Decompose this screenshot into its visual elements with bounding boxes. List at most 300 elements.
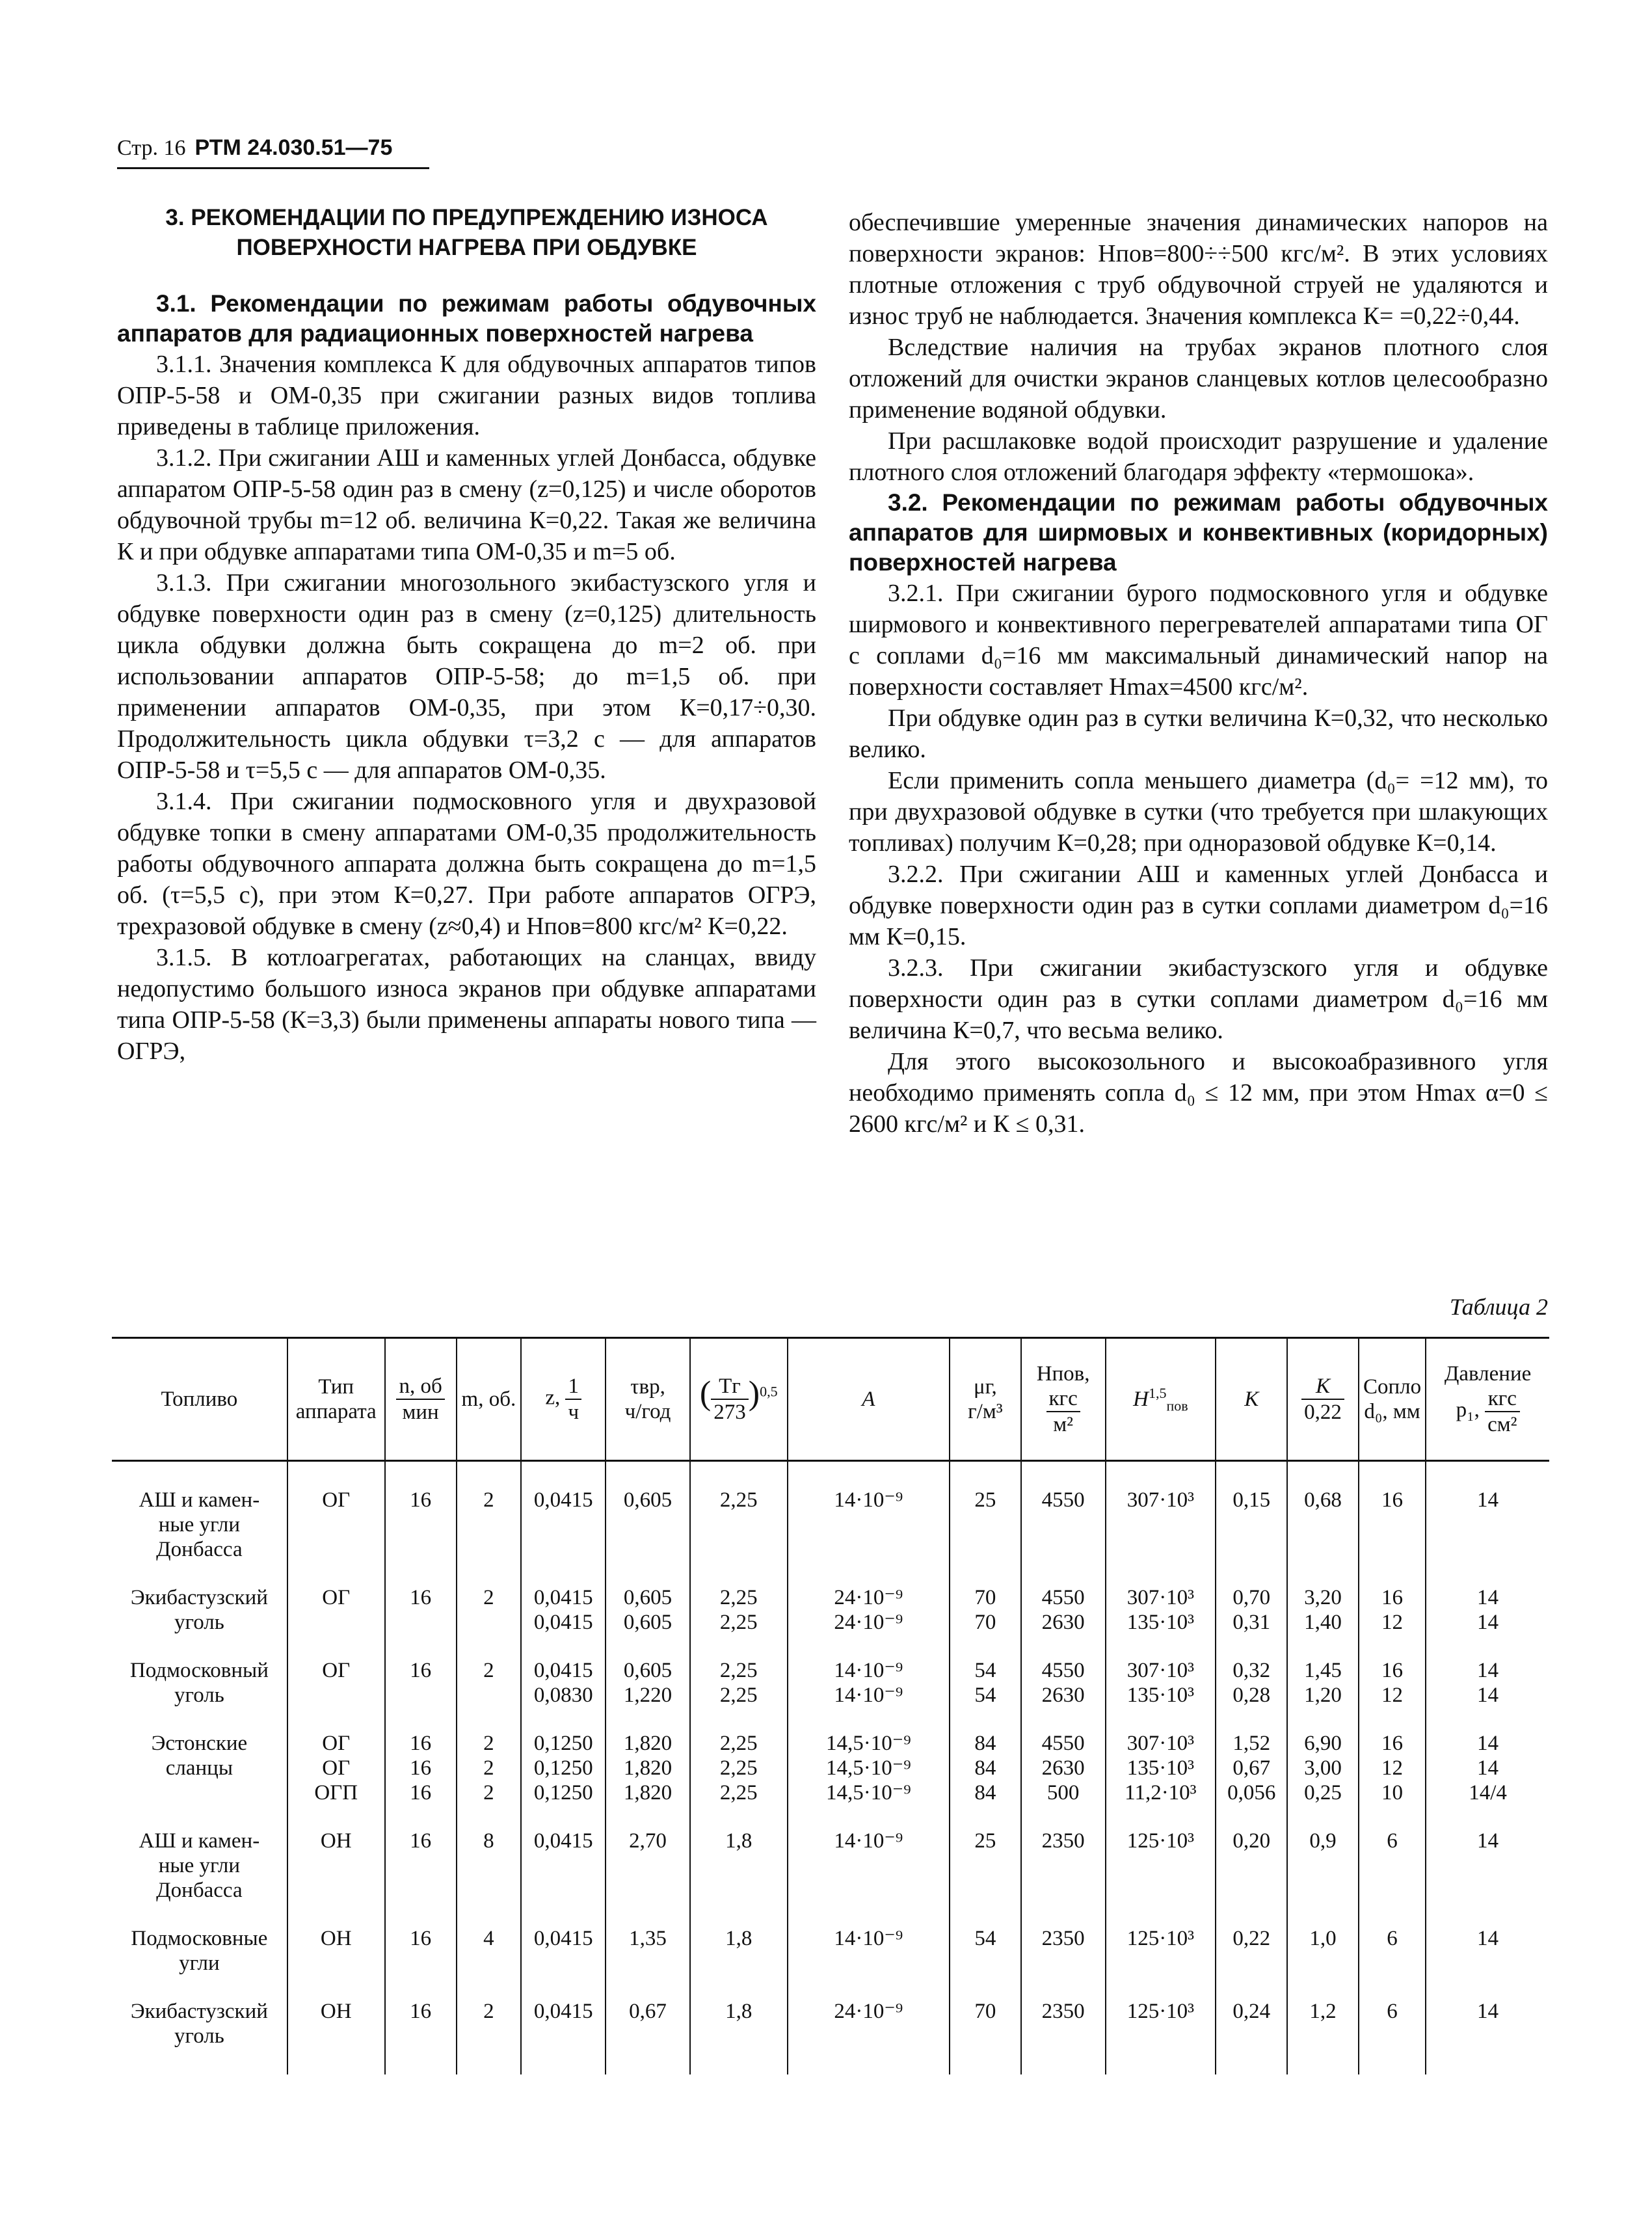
cell-tt [690,1654,788,1711]
cell-line: 0,0415 [533,1659,593,1682]
spacer-cell [1359,1566,1426,1581]
spacer-cell [788,1566,950,1581]
cell-n [385,1922,457,1980]
cell-line: 1,52 [1232,1732,1271,1755]
cell-line: 2630 [1041,1756,1085,1780]
cell-line: 16 [410,1586,432,1609]
cell-line: 135·10³ [1126,1611,1195,1634]
spacer-cell [950,1711,1021,1727]
spacer-cell [1216,1980,1287,1995]
spacer-cell [788,1980,950,1995]
cell-h15 [1106,1995,1216,2074]
cell-line: 70 [974,2000,996,2023]
cell-line: 2 [483,1586,494,1609]
running-head [117,135,429,169]
cell-k [1216,1581,1287,1639]
paragraph-3-1-2: 3.1.2. При сжигании АШ и каменных углей Донбасса, обдувке аппаратом ОПР-5-58 один раз в смену (z=0,125) и числе оборотов обдувочной трубы m=12 об. величина К=0,22. Такая же величина К и при обдувке аппаратами типа ОМ-0,35 и m=5 об. [117,444,816,565]
cell-h15 [1106,1461,1216,1566]
spacer-cell [287,1907,385,1922]
cell-line: 2630 [1041,1611,1085,1634]
cell-line: 14,5·10⁻⁹ [825,1781,911,1805]
cell-line: 2 [483,1756,494,1780]
spacer-cell [1287,1566,1359,1581]
cell-m [457,1922,522,1980]
cell-line: 24·10⁻⁹ [834,1586,903,1609]
cell-line: 10 [1381,1781,1404,1805]
cell-type [287,1825,385,1907]
spacer-cell [1021,1566,1106,1581]
cell-line: 1,820 [623,1732,673,1755]
cell-type [287,1581,385,1639]
paragraph-once-daily: При обдувке один раз в сутки величина К=0,32, что несколько велико. [849,705,1548,763]
spacer-cell [788,1809,950,1825]
cell-line: 0,0415 [533,2000,593,2023]
cell-line: ОГ [322,1732,351,1755]
spacer-cell [457,1809,522,1825]
cell-line: ОГ [322,1488,351,1512]
cell-k [1216,1654,1287,1711]
cell-line: 4550 [1041,1659,1085,1682]
cell-line: 125·10³ [1126,2000,1195,2023]
cell-line: 14,5·10⁻⁹ [825,1732,911,1755]
spacer-cell [287,1809,385,1825]
spacer-cell [690,1711,788,1727]
cell-line: АШ и камен- [139,1829,260,1853]
spacer-cell [1359,1639,1426,1654]
cell-d0 [1359,1727,1426,1809]
spacer-cell [1287,1809,1359,1825]
cell-z [521,1922,606,1980]
cell-mu [950,1922,1021,1980]
cell-line: 16 [410,1488,432,1512]
cell-line: 16 [1381,1732,1404,1755]
cell-line: 16 [1381,1488,1404,1512]
cell-fuel [112,1995,287,2074]
cell-n [385,1461,457,1566]
cell-p [1426,1727,1549,1809]
cell-tt [690,1922,788,1980]
spacer-cell [1106,1809,1216,1825]
spacer-cell [112,1639,287,1654]
cell-line: 24·10⁻⁹ [834,1611,903,1634]
cell-k022 [1287,1727,1359,1809]
cell-fuel [112,1825,287,1907]
cell-line: 14,5·10⁻⁹ [825,1756,911,1780]
cell-z [521,1727,606,1809]
cell-a [788,1727,950,1809]
cell-line: 307·10³ [1126,1488,1195,1512]
cell-line: 135·10³ [1126,1756,1195,1780]
cell-mu [950,1727,1021,1809]
spacer-cell [385,1711,457,1727]
cell-line: 0,1250 [533,1781,593,1805]
spacer-cell [950,1566,1021,1581]
header-k-ratio: $\frac{K}{0,22}$ [1287,1338,1359,1461]
spacer-cell [1359,1809,1426,1825]
cell-mu [950,1825,1021,1907]
spacer-cell [1106,1566,1216,1581]
spacer-cell [1106,1980,1216,1995]
cell-line: 1,40 [1304,1611,1342,1634]
spacer-cell [112,1566,287,1581]
cell-line: 16 [410,1732,432,1755]
cell-line: Эстонские [151,1732,248,1755]
cell-line: ОН [320,2000,352,2023]
table-row [112,1825,1549,1907]
paragraph-3-1-5: 3.1.5. В котлоагрегатах, работающих на сланцах, ввиду недопустимо большого износа экранов при обдувке аппаратами типа ОПР-5-58 (К=3,3) были применены аппараты нового типа — ОГРЭ, [117,944,816,1065]
cell-line: 16 [410,1756,432,1780]
cell-line: 14·10⁻⁹ [834,1829,903,1853]
cell-p [1426,1825,1549,1907]
cell-line: 12 [1381,1756,1404,1780]
cell-k [1216,1727,1287,1809]
table-row [112,1581,1549,1639]
spacer-cell [385,1639,457,1654]
cell-line: 6 [1387,1927,1398,1950]
spacer-cell [1287,1711,1359,1727]
cell-line: ОН [320,1829,352,1853]
spacer-cell [1216,1566,1287,1581]
spacer-cell [690,1639,788,1654]
cell-line: 0,25 [1304,1781,1342,1805]
cell-h15 [1106,1825,1216,1907]
cell-line: 14·10⁻⁹ [834,1927,903,1950]
paragraph-3-1-3: 3.1.3. При сжигании многозольного экибастузского угля и обдувке поверхности один раз в смену (z=0,125) длительность цикла обдувки должна быть сокращена до m=2 об. при использовании аппаратов ОПР-5-58; до m=1,5 об. при применении аппаратов ОМ-0,35, при этом К=0,17÷0,30. Продолжительность цикла обдувки τ=3,2 с — для аппаратов ОПР-5-58 и τ=5,5 с — для аппаратов ОМ-0,35. [117,569,816,784]
cell-line: 3,20 [1304,1586,1342,1609]
cell-p [1426,1654,1549,1711]
paragraph-3-2-1: 3.2.1. При сжигании бурого подмосковного угля и обдувке ширмового и конвективного перегревателей аппаратами типа ОГ с соплами d₀=16 мм максимальный динамический напор на поверхности составляет Hmax=4500 кгс/м². [849,580,1548,701]
cell-fuel [112,1581,287,1639]
cell-line: 14 [1477,1488,1499,1512]
cell-line: 6 [1387,1829,1398,1853]
cell-line: 0,31 [1232,1611,1271,1634]
cell-line: ные угли [158,1854,240,1877]
cell-tau [606,1461,690,1566]
cell-line: 2 [483,1659,494,1682]
cell-line: 11,2·10³ [1125,1781,1197,1805]
spacer-cell [1359,1907,1426,1922]
cell-type [287,1922,385,1980]
spacer-cell [606,1907,690,1922]
table-header-row [112,1338,1549,1461]
cell-line: 2,25 [719,1756,758,1780]
cell-line: 14 [1477,2000,1499,2023]
cell-line: 2,25 [719,1684,758,1707]
cell-line: АШ и камен- [139,1488,260,1512]
spacer-cell [521,1639,606,1654]
cell-line: 12 [1381,1611,1404,1634]
header-temperature-ratio: ( $\frac{Tг}{273}$ )$^{0,5}$ [690,1338,788,1461]
cell-p [1426,1995,1549,2074]
spacer-cell [287,1711,385,1727]
cell-line: 2 [483,1781,494,1805]
cell-z [521,1581,606,1639]
header-n: $\frac{n, об}{\text{мин}}$ [385,1338,457,1461]
cell-line: 2,70 [629,1829,667,1853]
cell-line: ОГ [322,1586,351,1609]
cell-line: 1,220 [623,1684,673,1707]
cell-line: 16 [1381,1659,1404,1682]
cell-line: 0,32 [1232,1659,1271,1682]
cell-line: 6,90 [1304,1732,1342,1755]
cell-line: ОН [320,1927,352,1950]
spacer-cell [1426,1980,1549,1995]
paragraph-water-blowing: Вследствие наличия на трубах экранов плотного слоя отложений для очистки экранов сланцевых котлов целесообразно применение водяной обдувки. [849,334,1548,423]
cell-line: 16 [410,1927,432,1950]
cell-line: 0,0415 [533,1611,593,1634]
spacer-cell [950,1907,1021,1922]
spacer-cell [112,1980,287,1995]
section-title-line-2: ПОВЕРХНОСТИ НАГРЕВА ПРИ ОБДУВКЕ [236,235,697,260]
cell-hpov [1021,1922,1106,1980]
cell-line: ные угли [158,1513,240,1537]
cell-d0 [1359,1581,1426,1639]
cell-h15 [1106,1922,1216,1980]
cell-line: 54 [974,1927,996,1950]
cell-line: 125·10³ [1126,1829,1195,1853]
header-apparatus-type: Тип аппарата [287,1338,385,1461]
cell-line: 0,67 [629,2000,667,2023]
paragraph-3-1-1: 3.1.1. Значения комплекса К для обдувочных аппаратов типов ОПР-5-58 и ОМ-0,35 при сжигании разных видов топлива приведены в таблице приложения. [117,351,816,440]
table-row [112,1654,1549,1711]
cell-line: 1,820 [623,1781,673,1805]
cell-k [1216,1995,1287,2074]
spacer-cell [457,1566,522,1581]
cell-line: 0,20 [1232,1829,1271,1853]
cell-n [385,1825,457,1907]
cell-h15 [1106,1727,1216,1809]
document-code: РТМ 24.030.51—75 [194,135,393,160]
table-row [112,1727,1549,1809]
spacer-cell [385,1907,457,1922]
header-m: m, об. [457,1338,522,1461]
spacer-cell [950,1809,1021,1825]
cell-line: ОГ [322,1756,351,1780]
cell-line: 12 [1381,1684,1404,1707]
paragraph-continued: обеспечившие умеренные значения динамических напоров на поверхности экранов: Нпов=800÷÷500 кгс/м². В этих условиях плотные отложения с труб обдувочной струей не удаляются и износ труб не наблюдается. Значения комплекса К= =0,22÷0,44. [849,209,1548,330]
cell-m [457,1727,522,1809]
cell-k [1216,1922,1287,1980]
spacer-cell [1021,1980,1106,1995]
cell-hpov [1021,1995,1106,2074]
spacer-cell [457,1639,522,1654]
cell-k022 [1287,1461,1359,1566]
cell-a [788,1995,950,2074]
cell-line: 1,8 [725,2000,753,2023]
cell-line: Донбасса [156,1538,243,1561]
cell-line: 14 [1477,1829,1499,1853]
cell-a [788,1461,950,1566]
spacer-cell [1021,1711,1106,1727]
cell-line: 0,68 [1304,1488,1342,1512]
cell-d0 [1359,1654,1426,1711]
spacer-cell [788,1907,950,1922]
cell-line: ОГП [314,1781,358,1805]
cell-p [1426,1922,1549,1980]
cell-d0 [1359,1825,1426,1907]
row-spacer [112,1711,1549,1727]
spacer-cell [1287,1907,1359,1922]
spacer-cell [1426,1907,1549,1922]
subsection-title-3-1: 3.1. Рекомендации по режимам работы обдувочных аппаратов для радиационных поверхностей нагрева [117,290,816,347]
cell-tau [606,1825,690,1907]
cell-m [457,1825,522,1907]
table-row [112,1461,1549,1566]
cell-line: 0,0415 [533,1927,593,1950]
cell-line: 1,820 [623,1756,673,1780]
cell-line: 54 [974,1659,996,1682]
cell-fuel [112,1654,287,1711]
cell-hpov [1021,1461,1106,1566]
spacer-cell [606,1639,690,1654]
cell-line: 0,28 [1232,1684,1271,1707]
cell-line: 307·10³ [1126,1659,1195,1682]
cell-n [385,1581,457,1639]
cell-line: 0,9 [1309,1829,1337,1853]
cell-line: Экибастузский [130,2000,268,2023]
cell-k022 [1287,1995,1359,2074]
cell-line: Донбасса [156,1879,243,1902]
cell-hpov [1021,1581,1106,1639]
cell-tau [606,1922,690,1980]
cell-k022 [1287,1581,1359,1639]
cell-line: 2,25 [719,1586,758,1609]
paragraph-3-1-4: 3.1.4. При сжигании подмосковного угля и двухразовой обдувке топки в смену аппаратами ОМ-0,35 продолжительность работы обдувочного аппарата должна быть сокращена до m=1,5 об. (τ=5,5 с), при этом К=0,27. При работе аппаратов ОГРЭ, трехразовой обдувке в смену (z≈0,4) и Нпов=800 кгс/м² К=0,22. [117,788,816,940]
cell-tt [690,1727,788,1809]
cell-line: 2,25 [719,1488,758,1512]
table-body [112,1461,1549,2075]
cell-line: 2630 [1041,1684,1085,1707]
spacer-cell [521,1566,606,1581]
header-z: z, $\frac{1}{ч}$ [521,1338,606,1461]
spacer-cell [521,1711,606,1727]
paragraph-recommendation: Для этого высокозольного и высокоабразивного угля необходимо применять сопла d₀ ≤ 12 мм, при этом Hmax α=0 ≤ 2600 кгс/м² и К ≤ 0,31. [849,1048,1548,1138]
spacer-cell [1216,1809,1287,1825]
table-caption: Таблица 2 [1449,1294,1548,1320]
spacer-cell [521,1809,606,1825]
cell-line: 125·10³ [1126,1927,1195,1950]
cell-line: 4550 [1041,1488,1085,1512]
spacer-cell [788,1711,950,1727]
cell-line: 0,605 [623,1659,673,1682]
cell-z [521,1825,606,1907]
cell-mu [950,1461,1021,1566]
cell-line: 4 [483,1927,494,1950]
cell-line: 2350 [1041,1927,1085,1950]
spacer-cell [521,1907,606,1922]
spacer-cell [606,1809,690,1825]
spacer-cell [457,1907,522,1922]
spacer-cell [1216,1711,1287,1727]
cell-line: 24·10⁻⁹ [834,2000,903,2023]
cell-k022 [1287,1922,1359,1980]
section-title-line-1: 3. РЕКОМЕНДАЦИИ ПО ПРЕДУПРЕЖДЕНИЮ ИЗНОСА [165,205,768,230]
cell-line: 0,056 [1227,1781,1276,1805]
cell-line: 2,25 [719,1659,758,1682]
spacer-cell [287,1566,385,1581]
cell-line: 4550 [1041,1586,1085,1609]
cell-fuel [112,1922,287,1980]
cell-line: 14 [1477,1659,1499,1682]
cell-tt [690,1461,788,1566]
cell-line: Подмосковные [131,1927,268,1950]
cell-line: 0,67 [1232,1756,1271,1780]
cell-m [457,1654,522,1711]
spacer-cell [690,1566,788,1581]
table-row [112,1995,1549,2074]
cell-line: 6 [1387,2000,1398,2023]
spacer-cell [1426,1566,1549,1581]
cell-type [287,1461,385,1566]
spacer-cell [950,1980,1021,1995]
cell-line: 0,0415 [533,1586,593,1609]
cell-tau [606,1581,690,1639]
spacer-cell [1287,1980,1359,1995]
cell-line: 0,0415 [533,1829,593,1853]
header-fuel: Топливо [112,1338,287,1461]
row-spacer [112,1809,1549,1825]
cell-line: 2 [483,2000,494,2023]
cell-n [385,1654,457,1711]
subsection-title-3-2: 3.2. Рекомендации по режимам работы обдувочных аппаратов для ширмовых и конвективных (коридорных) поверхностей нагрева [849,489,1548,576]
spacer-cell [1216,1907,1287,1922]
cell-a [788,1654,950,1711]
cell-line: 16 [410,1781,432,1805]
cell-line: 2 [483,1488,494,1512]
cell-z [521,1461,606,1566]
header-mu: μг, г/м³ [950,1338,1021,1461]
cell-tau [606,1995,690,2074]
spacer-cell [606,1711,690,1727]
cell-type [287,1727,385,1809]
spacer-cell [1021,1907,1106,1922]
cell-line: 0,70 [1232,1586,1271,1609]
cell-z [521,1995,606,2074]
cell-hpov [1021,1654,1106,1711]
spacer-cell [1359,1980,1426,1995]
cell-line: 0,1250 [533,1756,593,1780]
cell-line: 8 [483,1829,494,1853]
cell-line: 1,0 [1309,1927,1337,1950]
cell-line: 0,22 [1232,1927,1271,1950]
cell-line: 307·10³ [1126,1732,1195,1755]
cell-m [457,1461,522,1566]
cell-tau [606,1727,690,1809]
cell-line: 1,20 [1304,1684,1342,1707]
cell-line: 2 [483,1732,494,1755]
cell-m [457,1581,522,1639]
header-tau: τвр, ч/год [606,1338,690,1461]
spacer-cell [1106,1907,1216,1922]
spacer-cell [606,1980,690,1995]
page-number: Стр. 16 [117,136,186,160]
cell-p [1426,1581,1549,1639]
cell-fuel [112,1461,287,1566]
spacer-cell [385,1566,457,1581]
header-pressure: Давление p₁, $\frac{\text{кгс}}{\text{см²}}$ [1426,1338,1549,1461]
cell-line: 70 [974,1611,996,1634]
cell-line: 1,8 [725,1829,753,1853]
paragraph-3-2-3: 3.2.3. При сжигании экибастузского угля и обдувке поверхности один раз в сутки соплами диаметром d₀=16 мм величина К=0,7, что весьма велико. [849,954,1548,1044]
cell-line: 2350 [1041,2000,1085,2023]
cell-line: 1,45 [1304,1659,1342,1682]
cell-hpov [1021,1727,1106,1809]
header-a: A [788,1338,950,1461]
cell-line: 4550 [1041,1732,1085,1755]
cell-line: 14/4 [1469,1781,1507,1805]
cell-line: 0,15 [1232,1488,1271,1512]
right-column [849,207,1548,1140]
